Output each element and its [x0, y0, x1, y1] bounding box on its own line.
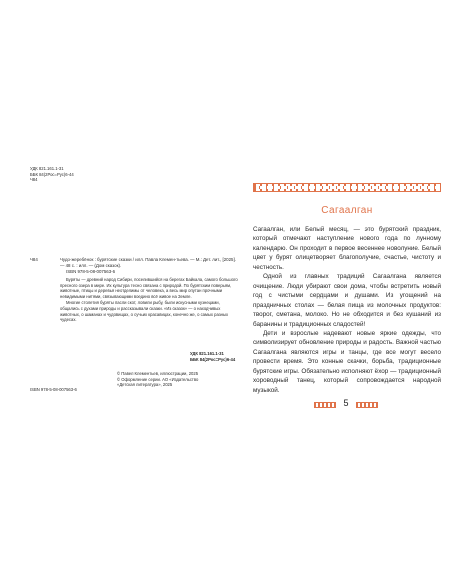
- copyright-block: [117, 371, 237, 388]
- ornament-band-pattern: [256, 186, 438, 189]
- isbn-bottom: ISBN 978-5-08-007563-6: [30, 387, 77, 392]
- body-paragraph: Дети и взрослые надевают новые яркие одежды, что символизирует обновление природы и радость. Важной частью Сагаалгана являются игры и танцы, где все могут весело провести время. Это конные скачки, борьба, традиционные бурятские игры. Обязательно исполняют ёхор — традиционный хороводный танец, который сопровождается народной музыкой.: [253, 329, 441, 394]
- udk-block-top: [30, 166, 90, 183]
- body-paragraph: Сагаалган, или Белый месяц, — это бурятский праздник, который отмечают наступление нового года по лунному календарю. Он проходит в первое весеннее новолуние. Белый цвет у бурят олицетворяет благополучие, счастье, чистоту и честность.: [253, 226, 441, 271]
- copyright-line: © Оформление серии. АО «Издательство: [117, 376, 199, 382]
- chapter-body: [253, 225, 441, 395]
- udk-line: УДК 821.161.1-31: [190, 351, 224, 356]
- page-number: 5: [343, 398, 349, 408]
- catalog-desc-paragraph: Многие столетия буряты пасли скот, ловили рыбу, были искусными кузнецами, общались с духами природы и рассказывали сказки. «Из сказок» — о находчивых животных, о шаманах и чудовищах, о сучьих красавицах, конечно же, о самых разных чудесах.: [60, 300, 229, 323]
- page-number-ornament-right: [356, 402, 378, 408]
- catalog-key: Ч84: [30, 257, 38, 262]
- bbk-line: ББК 84(2Рос=Рус)6-44: [190, 356, 236, 362]
- chapter-title: Сагаалган: [321, 205, 373, 216]
- catalog-description: [60, 277, 240, 324]
- copyright-line: © Павел Клементьев, иллюстрации, 2025: [117, 371, 199, 376]
- udk-line: УДК 821.161.1-31: [30, 166, 64, 171]
- bbk-line: ББК 84(2Рос=Рус)6-44: [30, 171, 74, 177]
- catalog-isbn: ISBN 978-5-08-007563-6: [66, 268, 116, 274]
- udk-block-right: [190, 351, 240, 362]
- catalog-record: [60, 257, 240, 274]
- body-paragraph: Одной из главных традиций Сагаалгана является очищение. Люди убирают свои дома, чтобы встретить новый год с чистыми сердцами и душами. Из угощений на праздничных столах — белая пища из молочных продуктов: творог, сметана, молоко. Но не обходится и без кушаний из баранины и традиционных сладостей!: [253, 273, 441, 328]
- author-mark: Ч84: [30, 177, 38, 183]
- catalog-desc-paragraph: Буряты — древний народ Сибири, поселившийся на берегах Байкала, самого большого пресного озера в мире. Их культура тесно связана с природой. По бурятским поверьям, животные, птицы и деревья неотделимы от человека, а весь мир опутан прочными невидимыми нитями, связывающими воедино всё живое на Земле.: [60, 277, 238, 299]
- page-number-ornament-left: [314, 402, 336, 408]
- catalog-main-entry: Чудо-жеребёнок : бурятские сказки / илл. Павла Клемен-тьева. — М.: Дет. лит., [2025]. — 48 с. : илл. — (Дом сказок).: [60, 257, 236, 268]
- copyright-line: «Детская литература», 2025: [117, 382, 173, 388]
